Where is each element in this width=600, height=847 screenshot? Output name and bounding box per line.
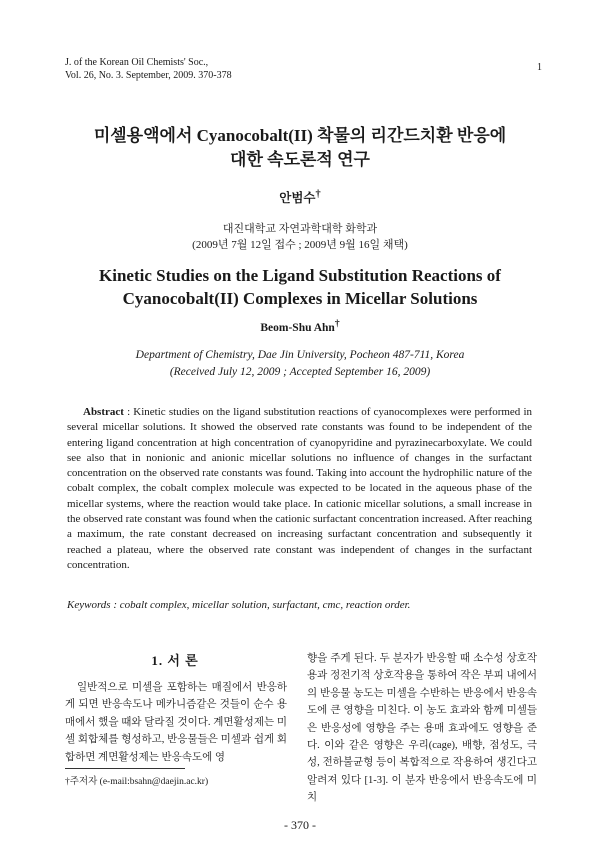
korean-title [40,124,560,172]
abstract-label: Abstract [83,406,124,418]
korean-affiliation-block [0,221,600,253]
keywords-separator: : [110,599,120,611]
english-author-name: Beom-Shu Ahn [260,321,335,334]
english-author-dagger: † [334,318,340,329]
english-author [0,318,600,334]
journal-citation [65,56,232,82]
korean-author-name: 안범수 [279,191,316,205]
korean-affiliation: 대진대학교 자연과학대학 화학과 [222,223,378,235]
journal-line-1: J. of the Korean Oil Chemists' Soc., [65,57,209,68]
abstract [67,405,532,573]
english-title [40,264,560,310]
body-right-column: 향을 주게 된다. 두 분자가 반응할 때 소수성 상호작용과 정전기적 상호작용을 통하여 작은 부피 내에서의 반응물 농도는 미셀을 수반하는 반응에서 반응속도에 큰 영향을 미친다. 이 농도 효과와 함께 미셀들은 반응성에 영향을 주는 용매 효과에도 영향을 준다. 이와 같은 영향은 우리(cage), 배향, 점성도, 극성, 전하불균형 등이 복합적으로 작용하여 생긴다고 알려져 있다 [1-3]. 이 분자 반응에서 반응속도에 미치 [307,653,537,804]
keywords-text: cobalt complex, micellar solution, surfactant, cmc, reaction order. [119,599,411,611]
english-affiliation-block [0,347,600,381]
english-dates: (Received July 12, 2009 ; Accepted September 16, 2009) [169,366,431,378]
korean-author [0,188,600,206]
page-number: - 370 - [284,818,316,832]
section-heading: 1. 서 론 [151,653,199,668]
abstract-text: Kinetic studies on the ligand substitution reactions of cyanocomplexes were performed in several micellar solutions. It showed the observed rate constants was found to be independent of the entering ligand concentration at high concentration of cyanopyridine and pyrazinecarboxylate. We could see also that in nonionic and anionic micellar solutions no influence of changes in the surfactant concentration on the observed rate constants was found. Taking into account the hydrophilic nature of the cobalt complex, the cobalt complex molecule was expected to be located in the aqueous phase of the micellar systems, where the reaction would take place. In cationic micellar solutions, a small increase in the observed rate constant was found when the cationic surfactant concentration increased. After reaching a maximum, the rate constant decreased on increasing surfactant concentration and subsequently it reached a plateau, where the observed rate constant was independent of changes in the surfactant concentration. [67,406,533,571]
corner-page-number: 1 [537,62,542,73]
footnote-rule [65,768,185,769]
journal-line-2: Vol. 26, No. 3. September, 2009. 370-378 [65,70,232,81]
english-title-line-1: Kinetic Studies on the Ligand Substitution Reactions of [99,266,501,285]
footnote: †주저자 (e-mail:bsahn@daejin.ac.kr) [65,777,209,787]
korean-title-line-2: 대한 속도론적 연구 [230,150,370,169]
korean-dates: (2009년 7월 12일 접수 ; 2009년 9월 16일 채택) [192,239,408,251]
abstract-separator: : [123,406,134,418]
keywords-label: Keywords [67,599,111,611]
body-left-column: 일반적으로 미셀을 포함하는 매질에서 반응하게 되면 반응속도나 메카니즘같은 것들이 순수 용매에서 했을 때와 달라질 것이다. 계면활성제는 미셀 회합체를 형성하고, 반응물들은 미셀과 쉽게 회합하면 계면활성제는 반응속도에 영 [65,682,287,763]
english-affiliation: Department of Chemistry, Dae Jin University, Pocheon 487-711, Korea [135,349,465,361]
english-title-line-2: Cyanocobalt(II) Complexes in Micellar Solutions [122,289,478,308]
keywords [67,599,537,611]
korean-author-dagger: † [315,188,321,200]
korean-title-line-1: 미셀용액에서 Cyanocobalt(II) 착물의 리간드치환 반응에 [93,126,507,145]
